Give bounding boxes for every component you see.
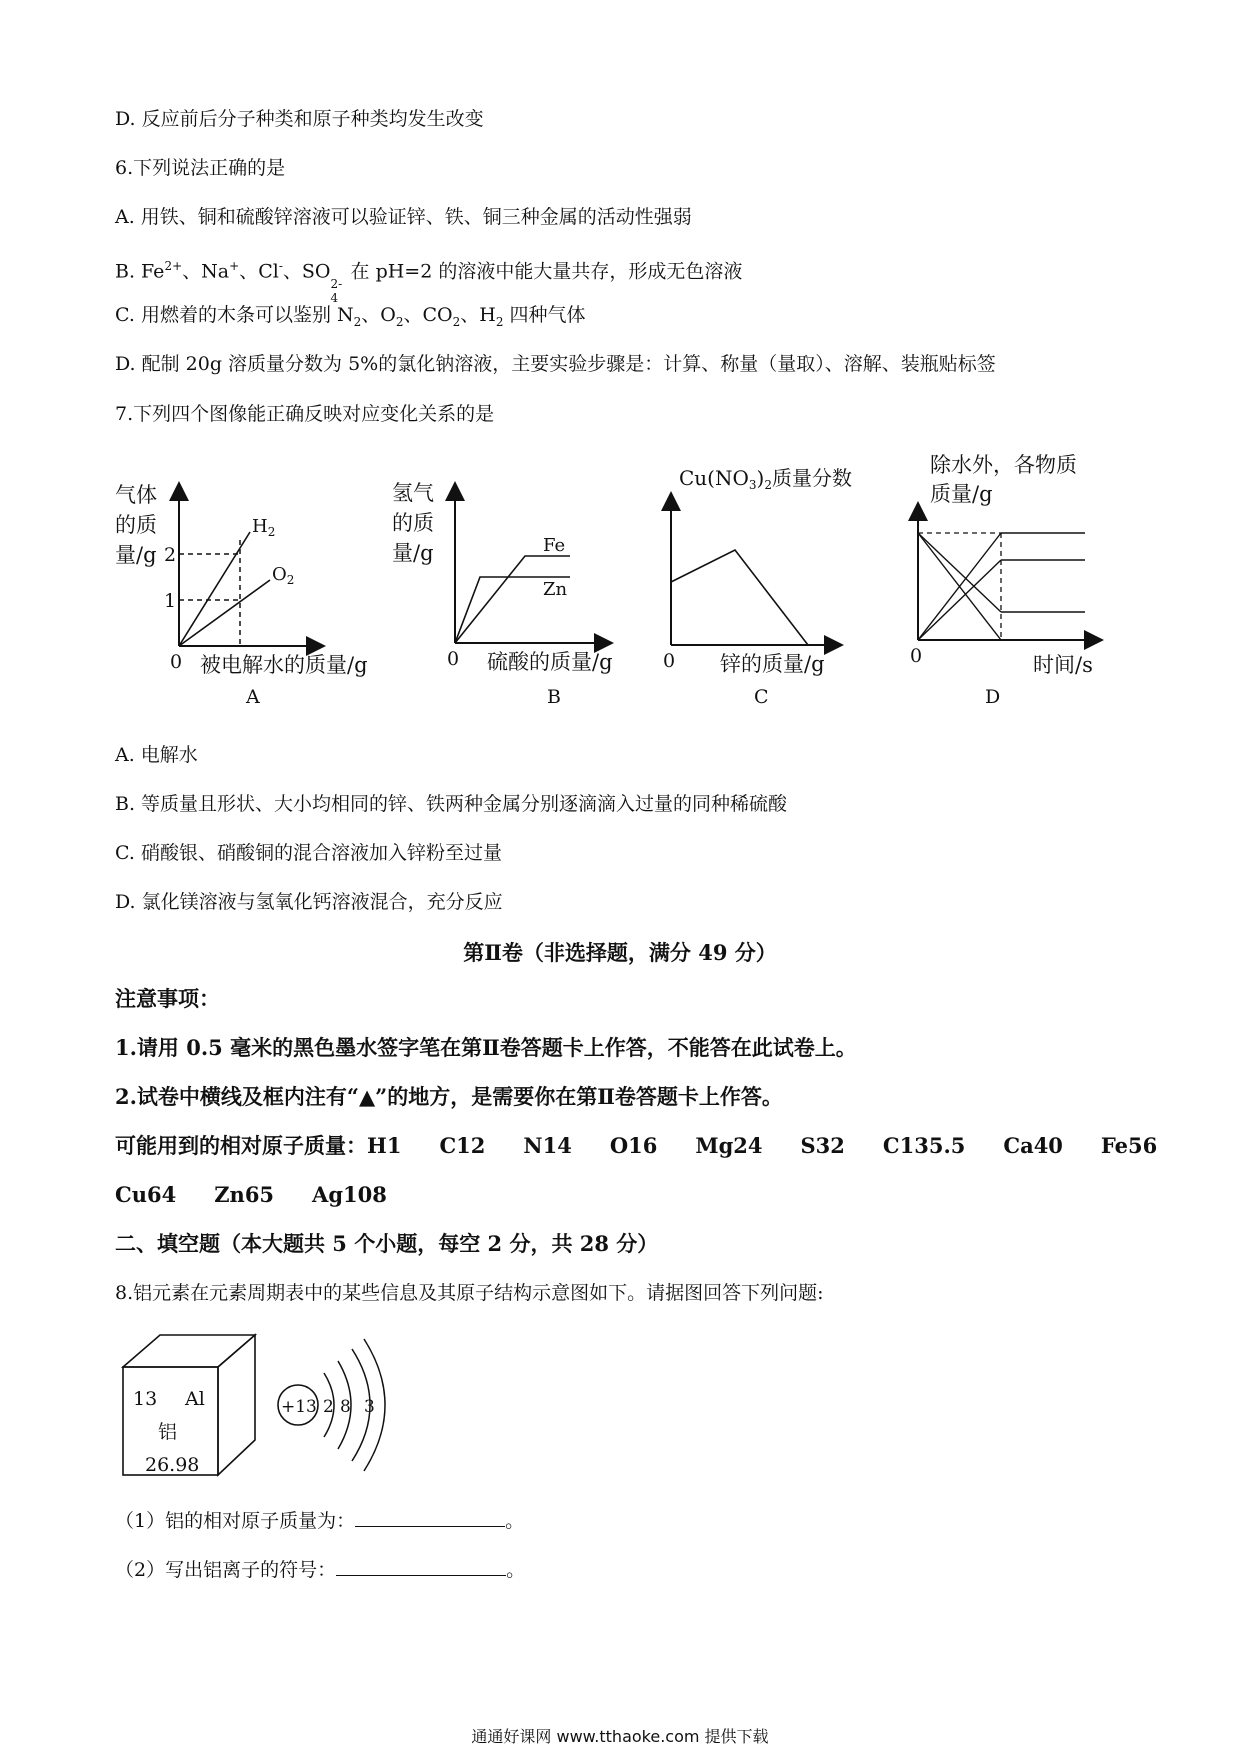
card-top-face [123, 1335, 255, 1367]
graph-d-xlabel: 时间/s [1033, 653, 1093, 677]
mass-ca: Ca40 [1003, 1133, 1063, 1158]
graph-a-ylabel-1: 气体 [115, 483, 157, 507]
mass-c: C12 [439, 1133, 486, 1158]
q5-option-d: D. 反应前后分子种类和原子种类均发生改变 [115, 108, 484, 130]
notice-1: 1.请用 0.5 毫米的黑色墨水签字笔在第Ⅱ卷答题卡上作答，不能答在此试卷上。 [115, 1035, 857, 1060]
q8-2-text: （2）写出铝离子的符号： [115, 1559, 337, 1581]
graph-c-caption: C [754, 686, 769, 708]
shell-1-electrons: 2 [323, 1397, 334, 1417]
element-symbol: Al [185, 1388, 205, 1410]
question-8: 8.铝元素在元素周期表中的某些信息及其原子结构示意图如下。请据图回答下列问题: [115, 1282, 824, 1304]
graph-a-tick-1: 1 [164, 590, 177, 612]
q7-option-c: C. 硝酸银、硝酸铜的混合溶液加入锌粉至过量 [115, 842, 502, 864]
period: 。 [506, 1559, 526, 1581]
so4-charge: 2- [330, 277, 343, 292]
graph-c-line [671, 550, 808, 645]
na-charge: + [229, 259, 240, 273]
mass-h: H1 [367, 1133, 402, 1158]
graph-d-ylabel-2: 质量/g [930, 482, 993, 506]
graph-d-ylabel-1: 除水外，各物质 [930, 453, 1077, 477]
answer-blank-1[interactable] [355, 1506, 505, 1527]
graph-d [910, 453, 1100, 708]
mass-n: N14 [523, 1133, 572, 1158]
graph-a-tick-2: 2 [164, 544, 177, 566]
shell-2-electrons: 8 [340, 1397, 351, 1417]
aluminum-figure [100, 1325, 400, 1495]
na: Na [201, 260, 230, 283]
sep: 、 [282, 260, 302, 283]
graph-b-ylabel-1: 氢气 [392, 481, 434, 505]
atomic-masses-row-2 [115, 1182, 387, 1208]
o2: O [380, 304, 396, 326]
q6b-rest: 在 pH=2 的溶液中能大量共存，形成无色溶液 [350, 260, 743, 283]
nucleus-charge: +13 [281, 1397, 317, 1417]
period: 。 [505, 1510, 525, 1532]
graph-b-label-zn: Zn [543, 579, 568, 600]
sep: 、 [460, 304, 480, 326]
graph-b-caption: B [547, 686, 561, 708]
so4: SO [301, 260, 331, 283]
cl-charge: - [278, 259, 283, 273]
atomic-label: 可能用到的相对原子质量： [115, 1133, 367, 1158]
q6c-end: 四种气体 [509, 304, 586, 326]
notice-2: 2.试卷中横线及框内注有“▲”的地方，是需要你在第Ⅱ卷答题卡上作答。 [115, 1084, 783, 1109]
graph-d-origin: 0 [910, 645, 923, 667]
q7-option-b: B. 等质量且形状、大小均相同的锌、铁两种金属分别逐滴滴入过量的同种稀硫酸 [115, 793, 788, 815]
question-6: 6.下列说法正确的是 [115, 157, 286, 179]
q7-option-d: D. 氯化镁溶液与氢氧化钙溶液混合，充分反应 [115, 891, 503, 913]
graph-a-label-h2: $H_2$ [252, 516, 276, 539]
graph-a-xlabel: 被电解水的质量/g [200, 653, 368, 677]
graph-c-origin: 0 [663, 650, 676, 672]
q8-1-text: （1）铝的相对原子质量为： [115, 1510, 356, 1532]
graph-a-ylabel-2: 的质 [115, 513, 157, 537]
h2-sub: 2 [495, 314, 504, 329]
element-mass: 26.98 [145, 1454, 200, 1476]
section-2-title: 第Ⅱ卷（非选择题，满分 49 分） [463, 940, 777, 965]
h2: H [479, 304, 496, 326]
q6-option-c [115, 302, 586, 335]
graph-d-caption: D [985, 686, 1001, 708]
graph-b [392, 481, 613, 708]
graph-c [663, 466, 852, 708]
graph-b-origin: 0 [447, 648, 460, 670]
so4-sub: 4 [330, 291, 339, 306]
q7-graphs [0, 440, 1240, 720]
graph-a-ylabel-3: 量/g [115, 543, 157, 567]
part-2-heading: 二、填空题（本大题共 5 个小题，每空 2 分，共 28 分） [115, 1231, 659, 1256]
sep: 、 [182, 260, 202, 283]
graph-a-line-o2 [179, 580, 270, 646]
mass-fe: Fe56 [1100, 1133, 1158, 1158]
graph-a-origin: 0 [170, 651, 183, 673]
answer-blank-2[interactable] [336, 1555, 506, 1576]
sep: 、 [403, 304, 423, 326]
footer-source: 通通好课网 www.tthaoke.com 提供下载 [471, 1727, 769, 1746]
question-8-1 [115, 1506, 524, 1534]
mass-ag: Ag108 [312, 1182, 387, 1207]
graph-b-xlabel: 硫酸的质量/g [487, 650, 613, 674]
sep: 、 [239, 260, 259, 283]
graph-a [115, 483, 368, 708]
graph-b-ylabel-3: 量/g [392, 541, 434, 565]
mass-zn: Zn65 [214, 1182, 275, 1207]
card-side-face [218, 1335, 255, 1475]
n2-sub: 2 [353, 314, 362, 329]
q6c-start: C. 用燃着的木条可以鉴别 N [115, 304, 354, 326]
notice-heading: 注意事项： [115, 986, 220, 1011]
question-8-2 [115, 1555, 525, 1583]
graph-b-label-fe: Fe [543, 535, 566, 556]
element-name: 铝 [158, 1421, 178, 1443]
graph-c-ylabel: $Cu(NO_3)_2$质量分数 [679, 466, 852, 492]
mass-o: O16 [609, 1133, 658, 1158]
shell-3-electrons: 3 [364, 1397, 375, 1417]
mass-s: S32 [800, 1133, 845, 1158]
q6-option-b [115, 253, 743, 306]
atomic-masses-row-1 [115, 1133, 1157, 1159]
graph-b-ylabel-2: 的质 [392, 511, 434, 535]
element-card [123, 1335, 255, 1476]
q6b-start: B. Fe [115, 260, 165, 283]
mass-cl: C135.5 [882, 1133, 966, 1158]
element-number: 13 [133, 1388, 158, 1410]
fe-charge: 2+ [164, 259, 183, 273]
sep: 、 [361, 304, 381, 326]
cl: Cl [258, 260, 279, 283]
q6-option-d: D. 配制 20g 溶质量分数为 5%的氯化钠溶液，主要实验步骤是：计算、称量（量取）、溶解、装瓶贴标签 [115, 353, 996, 375]
graph-a-label-o2: $O_2$ [272, 564, 295, 587]
graph-a-caption: A [246, 686, 260, 708]
o2-sub: 2 [395, 314, 404, 329]
mass-mg: Mg24 [695, 1133, 763, 1158]
atom-structure-diagram [278, 1339, 385, 1471]
graph-c-xlabel: 锌的质量/g [720, 652, 825, 676]
q7-option-a: A. 电解水 [115, 744, 198, 766]
co2-sub: 2 [452, 314, 461, 329]
question-7: 7.下列四个图像能正确反映对应变化关系的是 [115, 403, 495, 425]
mass-cu: Cu64 [115, 1182, 177, 1207]
q6-option-a: A. 用铁、铜和硫酸锌溶液可以验证锌、铁、铜三种金属的活动性强弱 [115, 206, 692, 228]
co2: CO [422, 304, 453, 326]
